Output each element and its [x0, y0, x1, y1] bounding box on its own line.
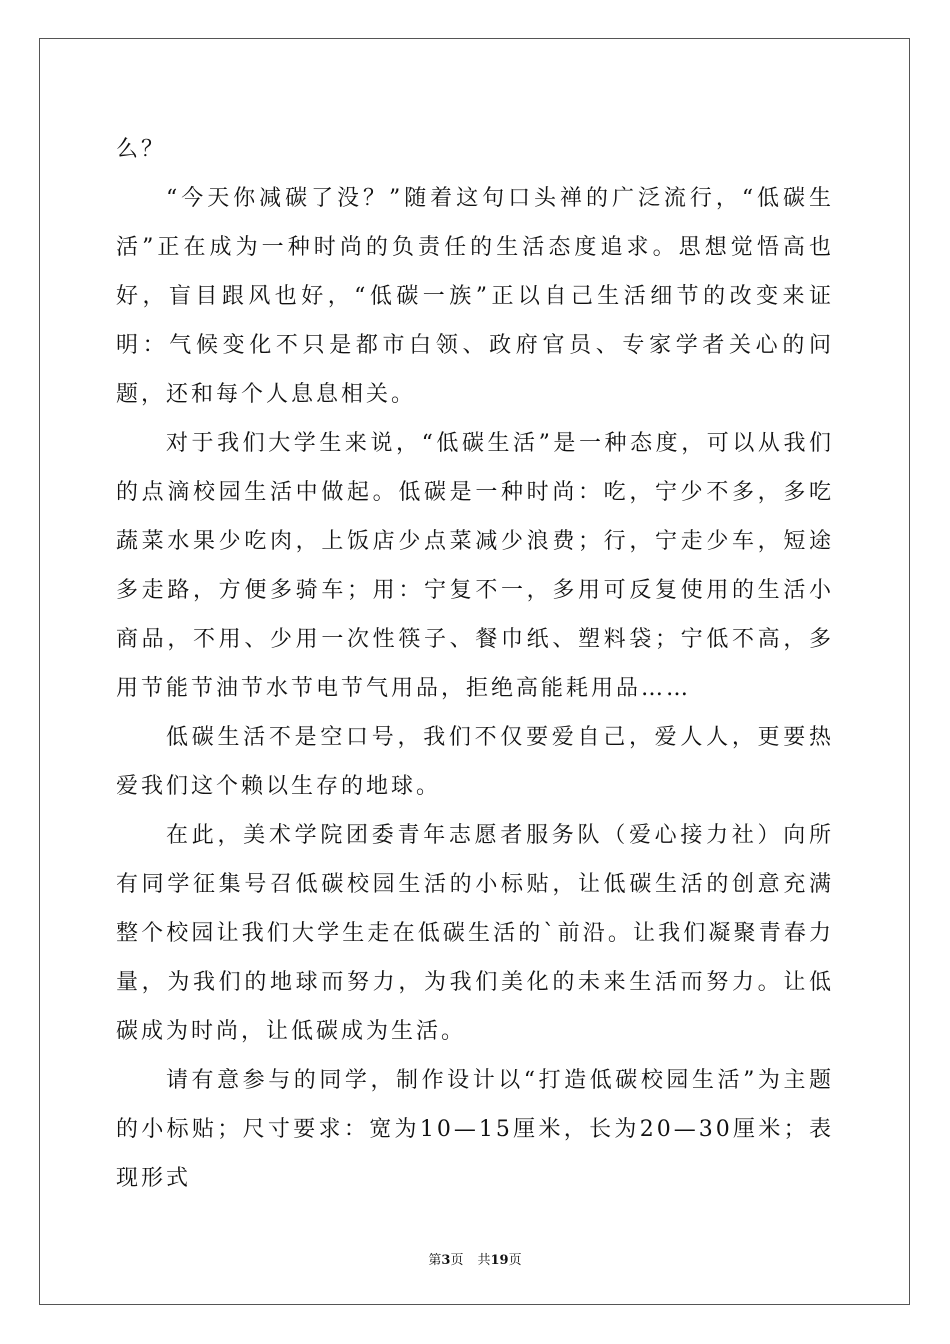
paragraph: “今天你减碳了没？”随着这句口头禅的广泛流行，“低碳生活”正在成为一种时尚的负责任的生活态度追求。思想觉悟高也好，盲目跟风也好，“低碳一族”正以自己生活细节的改变来证明：气候变化不只是都市白领、政府官员、专家学者关心的问题，还和每个人息息相关。: [116, 186, 834, 407]
paragraph: 低碳生活不是空口号，我们不仅要爱自己，爱人人，更要热爱我们这个赖以生存的地球。: [116, 725, 834, 799]
paragraph: 请有意参与的同学，制作设计以“打造低碳校园生活”为主题的小标贴；尺寸要求：宽为10—15厘米，长为20—30厘米；表现形式: [116, 1068, 834, 1191]
current-page-number: 3: [441, 1253, 451, 1268]
total-page-count: 19: [490, 1253, 509, 1268]
document-body: [116, 125, 834, 1203]
total-prefix: 共: [477, 1253, 491, 1268]
total-unit: 页: [508, 1253, 522, 1268]
paragraph: 对于我们大学生来说，“低碳生活”是一种态度，可以从我们的点滴校园生活中做起。低碳是一种时尚：吃，宁少不多，多吃蔬菜水果少吃肉，上饭店少点菜减少浪费；行，宁走少车，短途多走路，方便多骑车；用：宁复不一，多用可反复使用的生活小商品，不用、少用一次性筷子、餐巾纸、塑料袋；宁低不高，多用节能节油节水节电节气用品，拒绝高能耗用品……: [116, 431, 834, 701]
paragraph-continuation: 么？: [116, 137, 167, 162]
page-prefix: 第: [428, 1253, 442, 1268]
page-unit: 页: [450, 1253, 464, 1268]
paragraph: 在此，美术学院团委青年志愿者服务队（爱心接力社）向所有同学征集号召低碳校园生活的小标贴，让低碳生活的创意充满整个校园让我们大学生走在低碳生活的`前沿。让我们凝聚青春力量，为我们的地球而努力，为我们美化的未来生活而努力。让低碳成为时尚，让低碳成为生活。: [116, 823, 834, 1044]
page-footer: [0, 1249, 950, 1268]
